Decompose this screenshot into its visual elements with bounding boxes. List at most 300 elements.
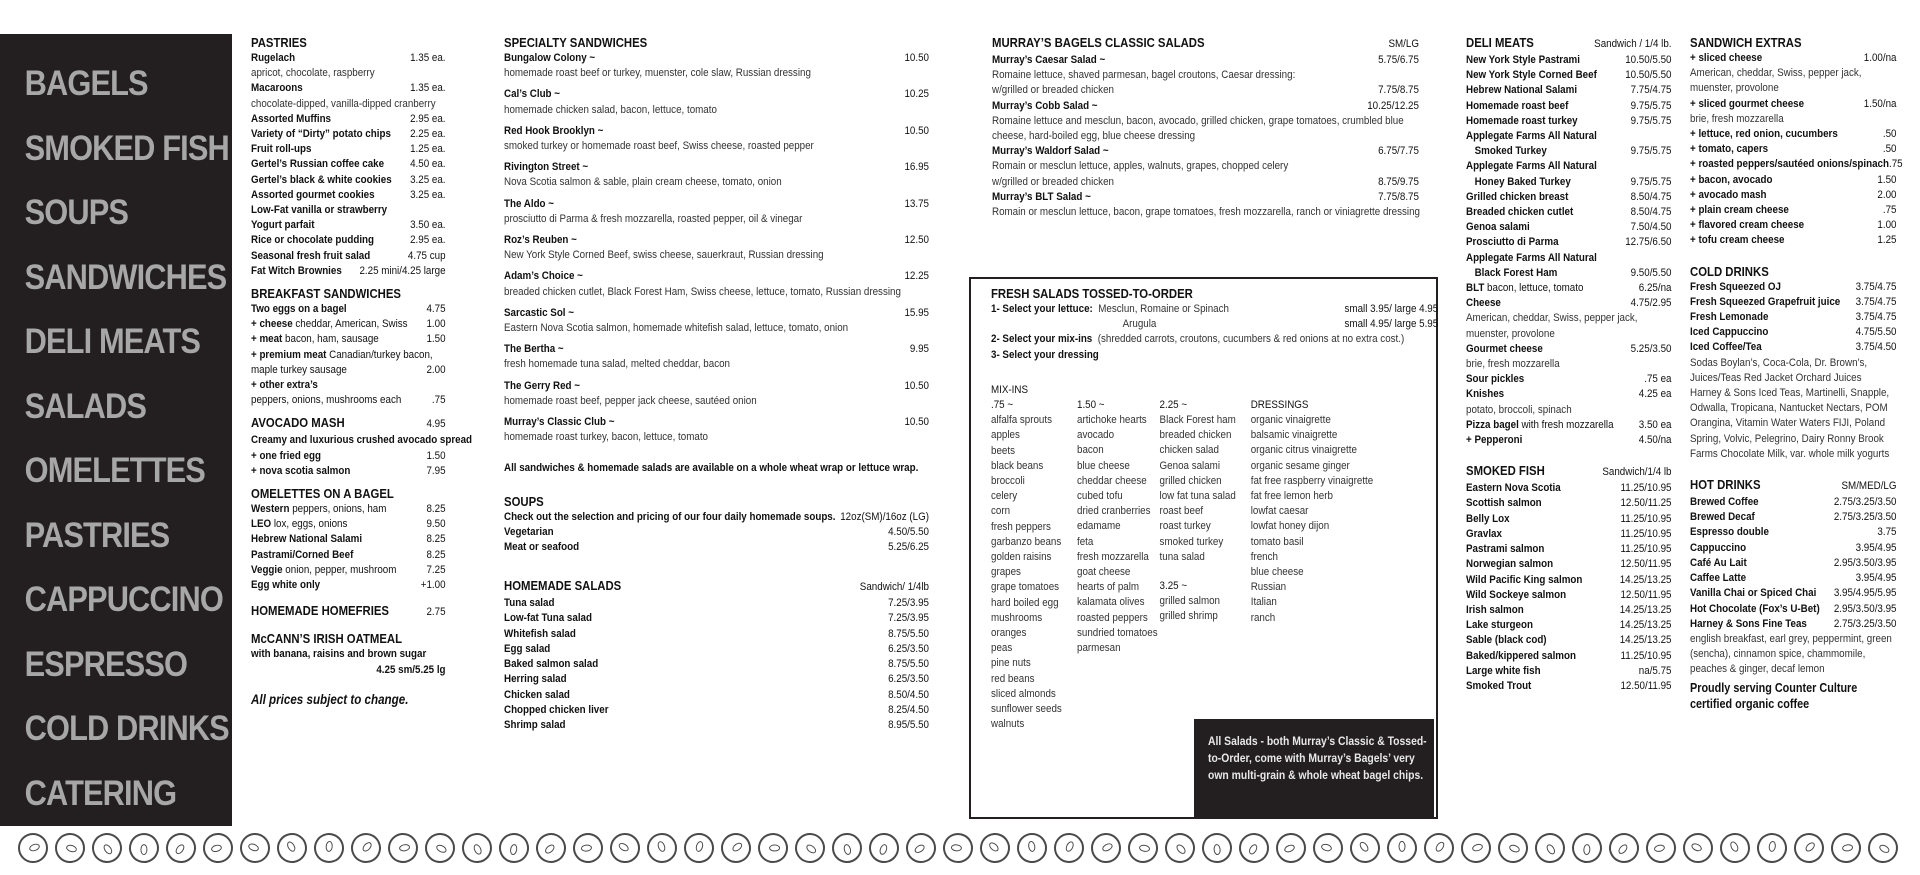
item-name: Gertel’s Russian coffee cake bbox=[251, 158, 385, 171]
lettuce-row-1 bbox=[991, 302, 1438, 317]
pepperoni-row bbox=[1466, 433, 1671, 448]
avocado-price: 4.95 bbox=[426, 418, 446, 431]
bagel-icon bbox=[570, 830, 607, 867]
item-name-wrap bbox=[1466, 235, 1559, 250]
homemade-salad-item bbox=[504, 703, 929, 718]
step1-label: 1- Select your lettuce: bbox=[991, 303, 1093, 315]
mixin-item: beets bbox=[991, 444, 1015, 457]
bagel-icon bbox=[678, 827, 720, 869]
item-price: .75 bbox=[1882, 204, 1897, 217]
item-price: 9.95 bbox=[909, 343, 929, 356]
bagel-border bbox=[18, 833, 1918, 863]
item-name-wrap bbox=[1466, 99, 1568, 114]
item-price: 9.75/5.75 bbox=[1630, 114, 1672, 127]
item-name: Murray’s Classic Club ~ bbox=[504, 416, 615, 429]
item-price: 8.25 bbox=[426, 548, 446, 561]
item-name-wrap bbox=[504, 124, 603, 139]
item-price: .50 bbox=[1882, 128, 1897, 141]
item-name: Brewed Decaf bbox=[1690, 511, 1755, 524]
knishes-name: Knishes bbox=[1466, 388, 1505, 401]
smoked-fish-item bbox=[1466, 542, 1671, 557]
soup-item bbox=[504, 525, 929, 540]
gourmet-cheese-row bbox=[1466, 342, 1671, 357]
cold-drink-item bbox=[1690, 295, 1896, 310]
item-price: 10.50 bbox=[904, 124, 929, 137]
item-name-wrap bbox=[251, 203, 387, 218]
item-name: Irish salmon bbox=[1466, 603, 1524, 616]
item-name-wrap bbox=[1466, 679, 1531, 694]
bagel-icon bbox=[1644, 831, 1678, 865]
bagel-icon bbox=[1233, 827, 1275, 869]
item-name: Espresso double bbox=[1690, 526, 1769, 539]
item-name: + tomato, capers bbox=[1690, 143, 1769, 156]
bagel-icon bbox=[863, 827, 905, 869]
extra-item bbox=[1690, 97, 1896, 112]
bagel-icon bbox=[1718, 831, 1752, 865]
specialty-desc: homemade chicken salad, bacon, lettuce, tomato bbox=[504, 103, 717, 116]
item-name: Applegate Farms All Natural bbox=[1466, 160, 1597, 173]
item-name: Smoked Turkey bbox=[1474, 145, 1547, 158]
breakfast-item bbox=[251, 302, 446, 317]
item-price: 1.00 bbox=[1877, 219, 1897, 232]
item-name-wrap bbox=[1690, 218, 1804, 233]
category-nav bbox=[0, 34, 232, 826]
item-price: 14.25/13.25 bbox=[1619, 634, 1672, 647]
hot-drinks-list bbox=[1690, 495, 1896, 632]
mixin-item: grilled salmon bbox=[1159, 595, 1221, 608]
item-name-wrap bbox=[992, 99, 1098, 114]
homemade-salad-item bbox=[504, 596, 929, 611]
smoked-fish-item bbox=[1466, 527, 1671, 542]
item-name: The Gerry Red ~ bbox=[504, 379, 580, 392]
nav-category: PASTRIES bbox=[24, 515, 170, 555]
item-name-wrap bbox=[1466, 573, 1582, 588]
item-price: 1.00/na bbox=[1863, 52, 1897, 64]
mixin-item: celery bbox=[991, 490, 1018, 503]
item-price: 12.75/6.50 bbox=[1625, 236, 1672, 249]
bagel-icon bbox=[1275, 832, 1306, 863]
item-name-wrap bbox=[251, 532, 362, 547]
drink-brands bbox=[1690, 356, 1896, 462]
item-price: 1.25 ea. bbox=[410, 143, 446, 156]
dressing-item: balsamic vinaigrette bbox=[1250, 429, 1338, 442]
item-price: 11.25/10.95 bbox=[1620, 482, 1672, 495]
smoked-fish-item bbox=[1466, 649, 1671, 664]
mixin-item: artichoke hearts bbox=[1077, 414, 1147, 427]
breakfast-item bbox=[251, 363, 446, 378]
extra-item bbox=[1690, 142, 1896, 157]
item-name: Cappuccino bbox=[1690, 541, 1747, 554]
mixins-225-head: 2.25 ~ bbox=[1159, 398, 1188, 411]
grilled-option: w/grilled or breaded chicken bbox=[992, 175, 1114, 188]
homefries-heading bbox=[251, 602, 446, 621]
classic-salads-list bbox=[992, 53, 1419, 220]
item-name-wrap bbox=[1690, 127, 1838, 142]
specialty-desc: homemade roast turkey, bacon, lettuce, tomato bbox=[504, 431, 709, 444]
grilled-option-price: 7.75/8.75 bbox=[1378, 84, 1419, 97]
mixin-item: roasted peppers bbox=[1077, 611, 1148, 624]
item-name-wrap bbox=[1690, 340, 1762, 355]
mixin-item: avocado bbox=[1077, 429, 1115, 442]
item-name: Roz’s Reuben ~ bbox=[504, 234, 577, 247]
item-name-wrap bbox=[1466, 53, 1580, 68]
item-name: Chicken salad bbox=[504, 688, 570, 701]
item-price: 8.75/5.50 bbox=[888, 658, 929, 671]
item-price: 3.75/4.75 bbox=[1855, 295, 1897, 308]
item-price: 9.75/5.75 bbox=[1630, 145, 1672, 158]
item-name: Sable (black cod) bbox=[1466, 634, 1547, 647]
item-name: Fresh Squeezed OJ bbox=[1690, 280, 1781, 293]
item-price: 1.50 bbox=[1877, 173, 1897, 186]
item-name-wrap bbox=[251, 142, 311, 157]
mixin-item: sliced almonds bbox=[991, 687, 1056, 700]
item-name-wrap bbox=[251, 348, 433, 363]
bagel-icon bbox=[386, 831, 421, 866]
item-name-wrap bbox=[251, 173, 392, 188]
homemade-salad-item bbox=[504, 627, 929, 642]
item-name-wrap bbox=[1466, 190, 1568, 205]
item-price: 8.95/5.50 bbox=[888, 718, 929, 731]
mixins-grid bbox=[991, 369, 1438, 769]
item-name-wrap bbox=[251, 378, 318, 393]
item-name: Eastern Nova Scotia bbox=[1466, 482, 1561, 495]
item-name: Two eggs on a bagel bbox=[251, 303, 347, 316]
pastry-item bbox=[251, 112, 446, 127]
bagel-icon bbox=[531, 828, 570, 867]
step2-row bbox=[991, 332, 1438, 347]
item-name-wrap bbox=[251, 218, 314, 233]
nav-category: COLD DRINKS bbox=[24, 709, 229, 748]
omelette-item bbox=[251, 532, 446, 547]
pastry-desc: chocolate-dipped, vanilla-dipped cranberry bbox=[251, 97, 436, 110]
column-pastries-breakfast bbox=[251, 34, 473, 707]
nav-category: CATERING bbox=[24, 773, 177, 813]
mixin-item: Black Forest ham bbox=[1159, 414, 1236, 427]
deli-item bbox=[1466, 205, 1671, 220]
item-name-wrap bbox=[1690, 203, 1789, 218]
dressings-list bbox=[1251, 413, 1374, 626]
nav-category: ESPRESSO bbox=[24, 644, 188, 684]
item-name: Seasonal fresh fruit salad bbox=[251, 249, 371, 262]
oatmeal-title: McCANN’S IRISH OATMEAL bbox=[251, 631, 403, 647]
pastry-item bbox=[251, 173, 446, 188]
extras-title: SANDWICH EXTRAS bbox=[1690, 35, 1802, 50]
item-price: 7.25 bbox=[426, 563, 446, 576]
item-price: 16.95 bbox=[904, 161, 929, 174]
item-name: Grilled chicken breast bbox=[1466, 190, 1569, 203]
classic-salad-item bbox=[992, 99, 1419, 114]
nav-category: BAGELS bbox=[24, 64, 148, 103]
item-name-wrap bbox=[251, 249, 370, 264]
specialty-item bbox=[504, 415, 929, 430]
item-name-wrap bbox=[1690, 586, 1816, 601]
item-price: .50 bbox=[1882, 143, 1897, 156]
item-name: Iced Cappuccino bbox=[1690, 326, 1769, 339]
item-name-wrap bbox=[1466, 496, 1542, 511]
item-price: 4.50/5.50 bbox=[888, 525, 929, 538]
item-name-wrap bbox=[1466, 159, 1597, 174]
specialty-desc: breaded chicken cutlet, Black Forest Ham, Swiss cheese, lettuce, tomato, Russian dressing bbox=[504, 285, 901, 298]
item-price: 5.75/6.75 bbox=[1378, 54, 1419, 66]
soups-list bbox=[504, 525, 929, 555]
item-price: 9.75/5.75 bbox=[1630, 99, 1672, 112]
item-name-wrap bbox=[504, 718, 566, 733]
item-price: 10.50 bbox=[904, 52, 929, 64]
mixin-item: grape tomatoes bbox=[991, 581, 1060, 594]
bagel-icon bbox=[604, 827, 646, 869]
mixin-item: fresh mozzarella bbox=[1077, 550, 1149, 563]
item-name-wrap bbox=[992, 53, 1105, 68]
nav-category: SALADS bbox=[24, 386, 146, 426]
breakfast-title: BREAKFAST SANDWICHES bbox=[251, 286, 401, 302]
item-name-wrap bbox=[251, 502, 386, 517]
grilled-option-price: 8.75/9.75 bbox=[1378, 175, 1419, 188]
mixin-item: chicken salad bbox=[1159, 444, 1219, 457]
mixin-item: roast beef bbox=[1159, 505, 1204, 518]
lettuce-1: Mesclun, Romaine or Spinach bbox=[1098, 303, 1229, 315]
mixin-item: pine nuts bbox=[991, 657, 1031, 670]
specialty-item bbox=[504, 124, 929, 139]
cheese-price: 4.75/2.95 bbox=[1630, 297, 1672, 310]
specialty-title: SPECIALTY SANDWICHES bbox=[504, 35, 648, 50]
item-price: 7.50/4.50 bbox=[1630, 221, 1672, 234]
hot-drink-item bbox=[1690, 510, 1896, 525]
knishes-price: 4.25 ea bbox=[1638, 388, 1672, 401]
mixin-item: low fat tuna salad bbox=[1159, 490, 1236, 503]
item-name-wrap bbox=[504, 342, 564, 357]
step2-desc: (shredded carrots, croutons, cucumbers & red onions at no extra cost.) bbox=[1097, 333, 1405, 346]
item-name-wrap bbox=[1690, 541, 1746, 556]
pastry-item bbox=[251, 81, 446, 96]
specialty-item bbox=[504, 306, 929, 321]
item-name: Fresh Squeezed Grapefruit juice bbox=[1690, 295, 1841, 308]
bagel-icon bbox=[1160, 828, 1199, 867]
dressing-item: ranch bbox=[1250, 611, 1276, 624]
item-name-wrap bbox=[1466, 175, 1571, 190]
homemade-salad-item bbox=[504, 718, 929, 733]
specialty-item bbox=[504, 87, 929, 102]
item-name-wrap bbox=[1690, 325, 1768, 340]
item-name-wrap bbox=[251, 517, 347, 532]
column-sandwiches-soups bbox=[504, 34, 930, 733]
pickles-row bbox=[1466, 372, 1671, 387]
item-price: 3.25 ea. bbox=[410, 188, 446, 201]
bagel-icon bbox=[1346, 829, 1384, 867]
hot-drink-item bbox=[1690, 556, 1896, 571]
item-price: 10.50 bbox=[904, 379, 929, 392]
item-price: 7.25/3.95 bbox=[888, 612, 929, 625]
item-name: Café Au Lait bbox=[1690, 556, 1747, 569]
bagel-icon bbox=[1677, 827, 1719, 869]
item-price: 8.25 bbox=[426, 503, 446, 516]
item-name: Smoked Trout bbox=[1466, 679, 1532, 692]
step3-label: 3- Select your dressing bbox=[991, 348, 1099, 361]
bagel-icon bbox=[346, 828, 386, 868]
mixin-item: red beans bbox=[991, 672, 1035, 685]
item-price: 14.25/13.25 bbox=[1619, 573, 1672, 586]
item-name-wrap bbox=[251, 449, 321, 464]
item-price: 3.50 ea. bbox=[410, 219, 446, 232]
specialty-desc: New York Style Corned Beef, swiss cheese, sauerkraut, Russian dressing bbox=[504, 249, 824, 262]
item-name-wrap bbox=[251, 548, 353, 563]
bagel-icon bbox=[975, 828, 1016, 869]
item-name: Hot Chocolate (Fox’s U-Bet) bbox=[1690, 602, 1820, 615]
dressing-item: tomato basil bbox=[1250, 535, 1304, 548]
item-name-wrap bbox=[1690, 233, 1784, 248]
mixin-item: grilled shrimp bbox=[1159, 610, 1218, 623]
item-name: Lake sturgeon bbox=[1466, 619, 1533, 632]
item-name-wrap bbox=[1690, 556, 1747, 571]
bagel-icon bbox=[274, 830, 309, 865]
wrap-note: All sandwiches & homemade salads are available on a whole wheat wrap or lettuce wrap. bbox=[504, 462, 919, 475]
soups-sizes: 12oz(SM)/16oz (LG) bbox=[840, 510, 929, 523]
bagel-icon bbox=[309, 828, 349, 868]
deli-heading bbox=[1466, 34, 1671, 53]
item-name: Vanilla Chai or Spiced Chai bbox=[1690, 587, 1817, 600]
omelettes-list bbox=[251, 502, 446, 593]
item-name: Western bbox=[251, 503, 290, 516]
cold-drink-item bbox=[1690, 280, 1896, 295]
item-name-wrap bbox=[504, 672, 567, 687]
extra-item bbox=[1690, 218, 1896, 233]
mixin-item: sundried tomatoes bbox=[1077, 626, 1158, 639]
item-price: na/5.75 bbox=[1638, 664, 1672, 677]
item-name: Herring salad bbox=[504, 673, 567, 686]
item-name: Macaroons bbox=[251, 82, 303, 95]
item-name: Hebrew National Salami bbox=[251, 533, 363, 546]
extras-list bbox=[1690, 51, 1903, 249]
smoked-fish-item bbox=[1466, 664, 1671, 679]
item-name: Assorted gourmet cookies bbox=[251, 188, 375, 201]
item-name-wrap bbox=[1466, 251, 1597, 266]
item-price: 11.25/10.95 bbox=[1620, 527, 1672, 540]
item-name-wrap bbox=[251, 157, 384, 172]
deli-item bbox=[1466, 68, 1671, 83]
drink-brand-line: Farms Chocolate Milk, var. whole milk yogurts bbox=[1690, 447, 1890, 460]
item-name-wrap bbox=[1466, 512, 1510, 527]
item-price: 2.25 ea. bbox=[410, 128, 446, 141]
item-price: 6.25/3.50 bbox=[888, 642, 929, 655]
avocado-title: AVOCADO MASH bbox=[251, 415, 345, 431]
tea-desc-line: english breakfast, earl grey, peppermint, green bbox=[1690, 632, 1892, 645]
dressing-item: lowfat caesar bbox=[1250, 505, 1309, 518]
hot-drink-item bbox=[1690, 525, 1896, 540]
extra-desc: muenster, provolone bbox=[1690, 82, 1779, 95]
mixin-item: feta bbox=[1077, 535, 1094, 548]
item-name-wrap bbox=[504, 87, 560, 102]
homemade-salad-item bbox=[504, 657, 929, 672]
lettuce-2: Arugula bbox=[1122, 318, 1157, 331]
column-extras-drinks bbox=[1690, 34, 1903, 712]
deli-item bbox=[1466, 190, 1671, 205]
mixin-item: grapes bbox=[991, 566, 1021, 579]
item-name: The Aldo ~ bbox=[504, 197, 554, 210]
item-price: 2.75/3.25/3.50 bbox=[1833, 496, 1897, 509]
breakfast-item bbox=[251, 378, 446, 393]
mixins-75-head: .75 ~ bbox=[991, 399, 1014, 412]
item-name: Sarcastic Sol ~ bbox=[504, 306, 574, 319]
item-name: New York Style Corned Beef bbox=[1466, 69, 1597, 82]
breakfast-item bbox=[251, 393, 446, 408]
pastry-item bbox=[251, 142, 446, 157]
mixins-title: MIX-INS bbox=[991, 383, 1029, 396]
item-price: 9.50 bbox=[426, 518, 446, 531]
item-name-wrap bbox=[251, 433, 472, 448]
cold-drinks-list bbox=[1690, 280, 1896, 356]
item-name: Baked/kippered salmon bbox=[1466, 649, 1576, 662]
item-name: Black Forest Ham bbox=[1474, 266, 1558, 279]
item-name: Pastrami/Corned Beef bbox=[251, 548, 354, 561]
item-name: Applegate Farms All Natural bbox=[1466, 130, 1597, 143]
nav-category: SMOKED FISH bbox=[24, 128, 229, 168]
mixin-item: hard boiled egg bbox=[991, 596, 1059, 609]
pastry-item bbox=[251, 264, 446, 279]
item-name-wrap bbox=[1466, 603, 1524, 618]
lettuce-2-price: small 4.95/ large 5.95 bbox=[1344, 318, 1439, 331]
bagel-icon bbox=[1307, 827, 1349, 869]
item-name-wrap bbox=[1690, 602, 1820, 617]
item-name-wrap bbox=[504, 160, 588, 175]
mixins-225-list bbox=[1160, 413, 1236, 565]
item-name: Genoa salami bbox=[1466, 221, 1530, 234]
classic-salad-desc: Romain or mesclun lettuce, apples, walnuts, grapes, chopped celery bbox=[992, 160, 1289, 173]
lettuce-1-price: small 3.95/ large 4.95 bbox=[1344, 303, 1439, 315]
item-price: 11.25/10.95 bbox=[1620, 512, 1672, 525]
item-name-wrap bbox=[1466, 557, 1553, 572]
homemade-salad-item bbox=[504, 642, 929, 657]
bagel-chips-note bbox=[1194, 719, 1434, 819]
bagel-icon bbox=[419, 827, 461, 869]
deli-title: DELI MEATS bbox=[1466, 35, 1534, 50]
item-price: 14.25/13.25 bbox=[1619, 603, 1672, 616]
specialty-list bbox=[504, 51, 929, 445]
pastry-desc: apricot, chocolate, raspberry bbox=[251, 67, 375, 80]
item-name-wrap bbox=[251, 233, 374, 248]
bagel-icon bbox=[1492, 827, 1534, 869]
item-name-wrap bbox=[1690, 525, 1769, 540]
item-price: 14.25/13.25 bbox=[1619, 619, 1672, 632]
classic-salad-desc: cheese, hard-boiled egg, blue cheese dressing bbox=[992, 130, 1196, 143]
mixin-item: garbanzo beans bbox=[991, 535, 1062, 548]
mixin-item: goat cheese bbox=[1077, 566, 1131, 579]
avocado-list bbox=[251, 433, 473, 479]
item-price: 7.75/4.75 bbox=[1630, 84, 1672, 97]
fresh-salads-title: FRESH SALADS TOSSED-TO-ORDER bbox=[991, 286, 1193, 301]
specialty-item bbox=[504, 51, 929, 66]
bagel-icon bbox=[461, 832, 494, 865]
mixins-75-list bbox=[991, 413, 1062, 732]
omelette-item bbox=[251, 563, 446, 578]
smoked-fish-item bbox=[1466, 603, 1671, 618]
bagel-icon bbox=[88, 829, 125, 866]
pizza-bagel-price: 3.50 ea bbox=[1638, 418, 1672, 431]
deli-list bbox=[1466, 53, 1671, 281]
item-name: Rivington Street ~ bbox=[504, 161, 589, 174]
item-name-wrap bbox=[1466, 144, 1547, 159]
item-name-wrap bbox=[1466, 481, 1561, 496]
pickles-name: Sour pickles bbox=[1466, 373, 1525, 386]
item-name: Applegate Farms All Natural bbox=[1466, 251, 1597, 264]
mixin-item: apples bbox=[991, 429, 1020, 442]
dressings-head: DRESSINGS bbox=[1250, 398, 1309, 411]
knishes-desc: potato, broccoli, spinach bbox=[1466, 403, 1572, 416]
mixin-item: alfalfa sprouts bbox=[991, 414, 1052, 427]
smoked-fish-item bbox=[1466, 679, 1671, 694]
soups-intro: Check out the selection and pricing of our four daily homemade soups. bbox=[504, 510, 836, 523]
omelette-item bbox=[251, 517, 446, 532]
item-name-wrap bbox=[1690, 617, 1807, 632]
mixin-item: parmesan bbox=[1077, 642, 1121, 655]
